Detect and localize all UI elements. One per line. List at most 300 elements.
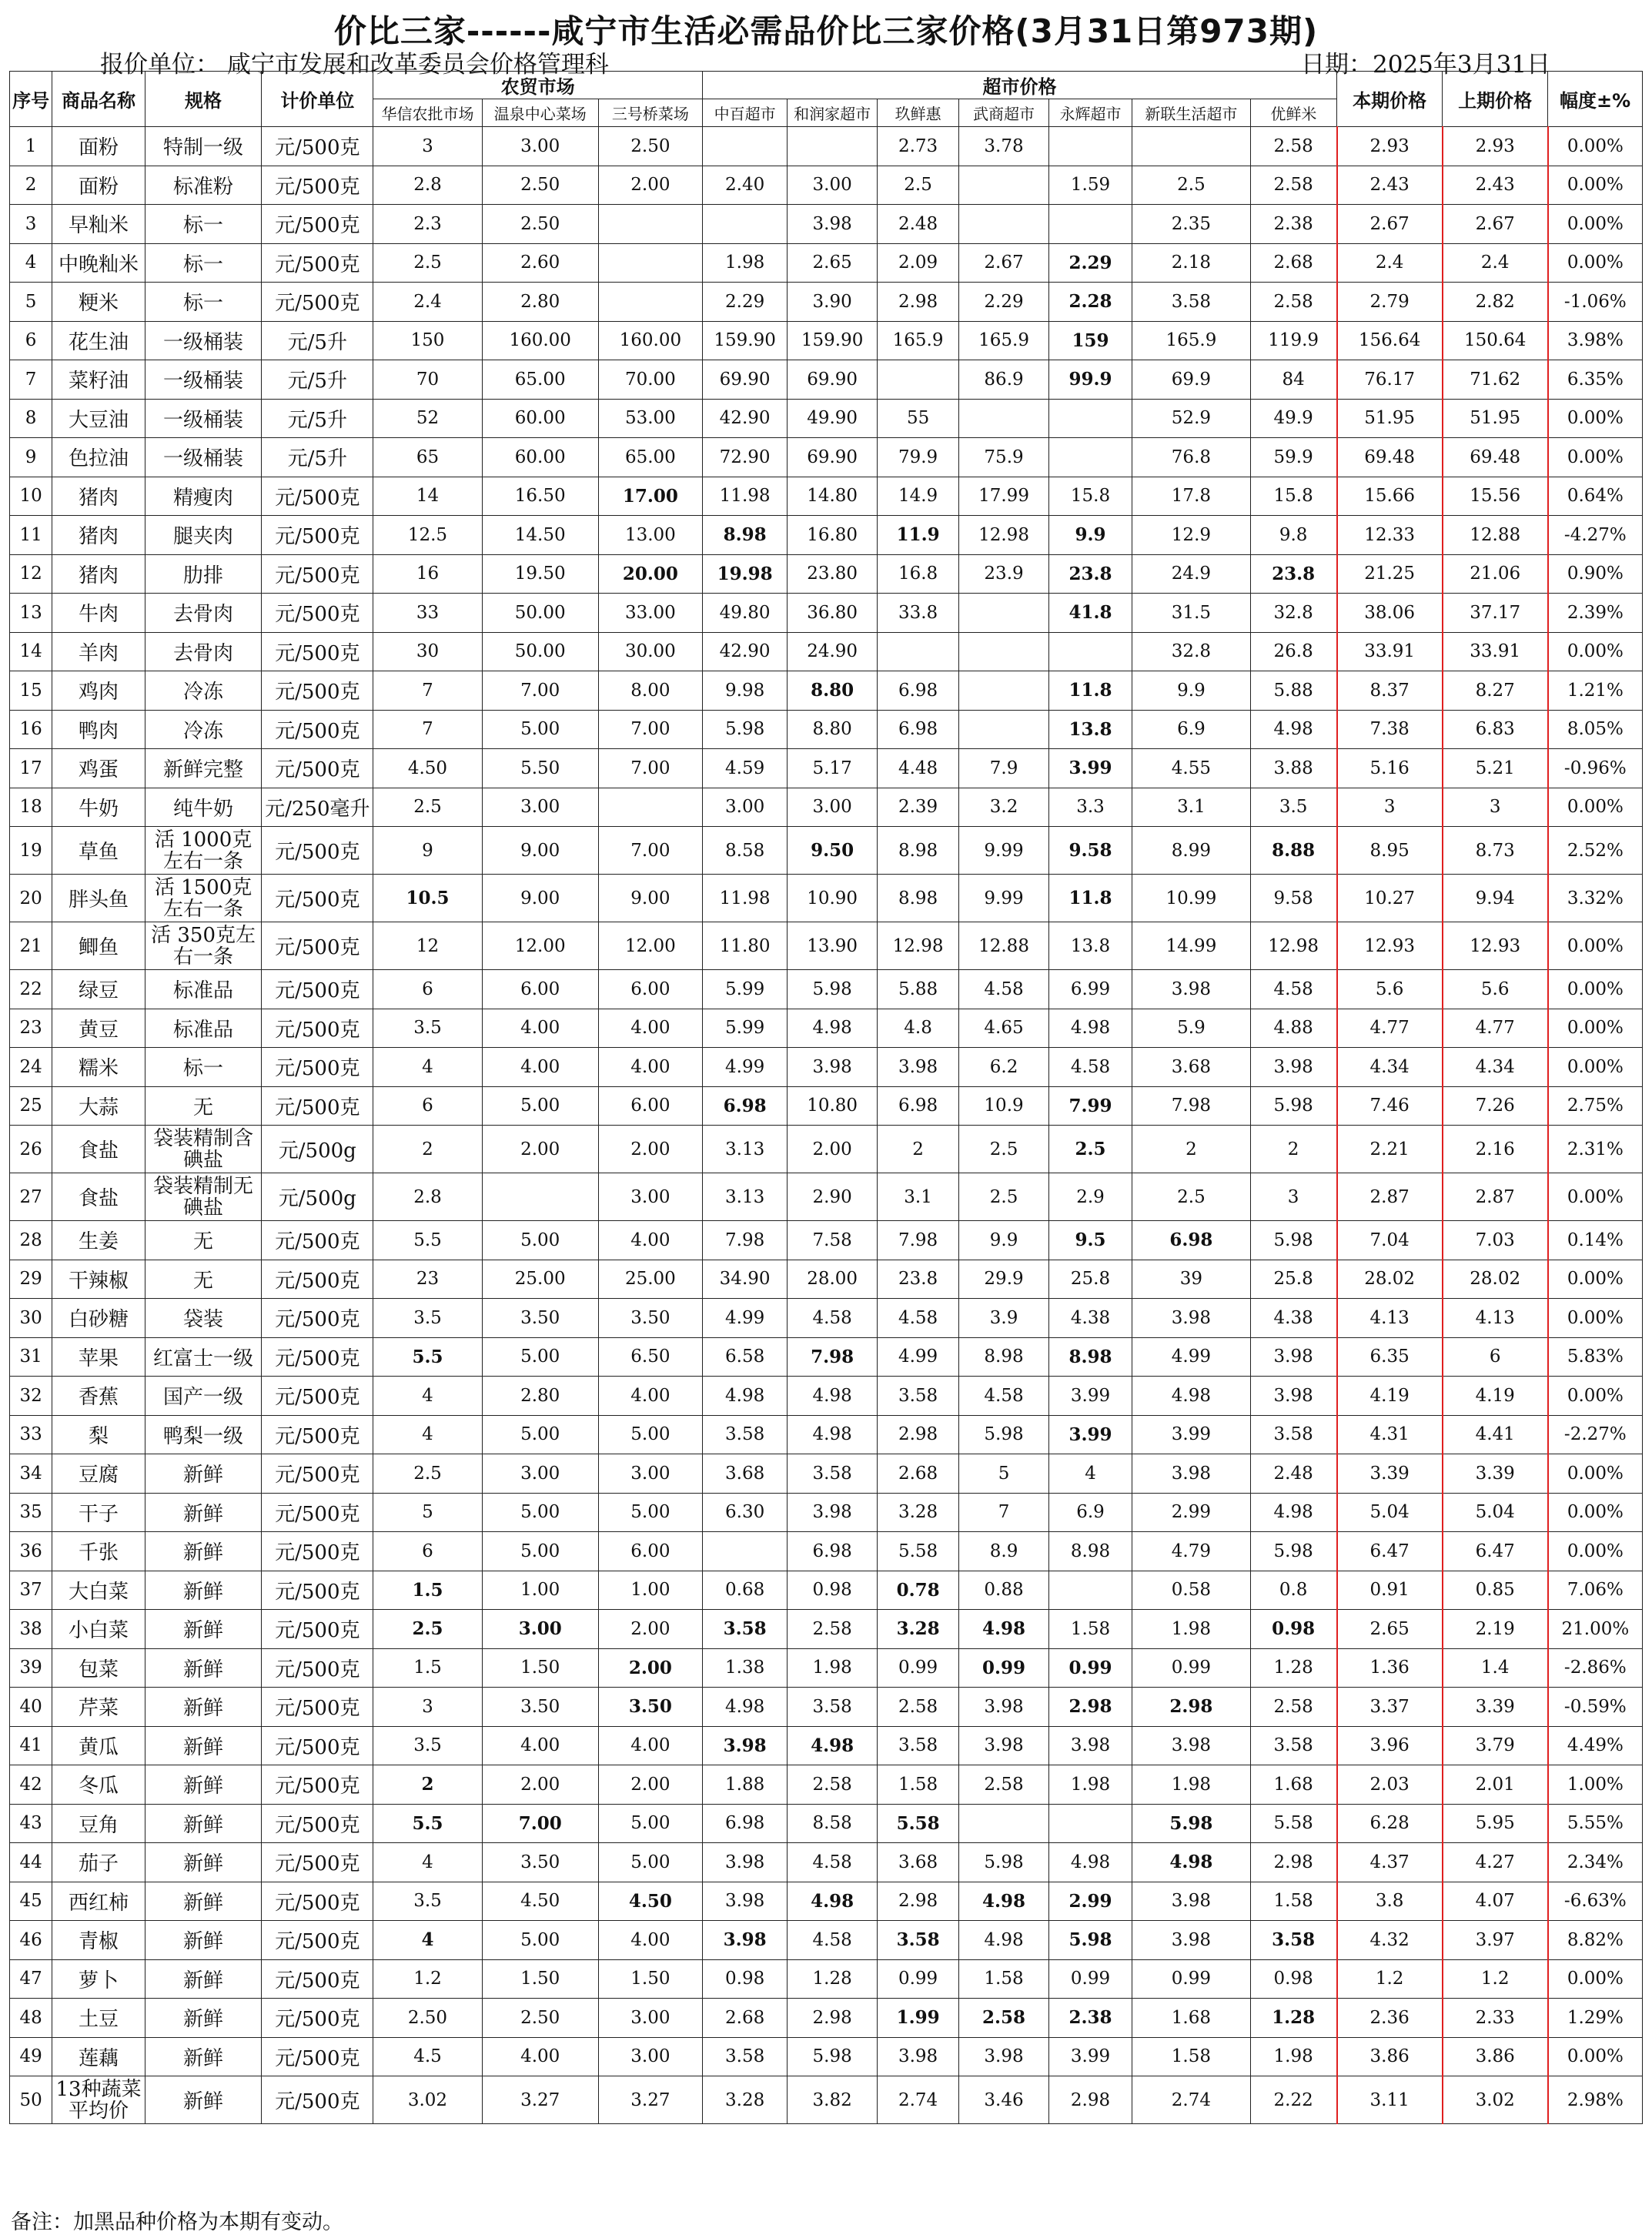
row-name: 大豆油	[52, 399, 145, 438]
price-cell: 1.98	[1048, 1765, 1132, 1805]
previous-price: 5.04	[1443, 1493, 1548, 1532]
price-cell: 2.58	[1250, 127, 1337, 166]
previous-price: 2.93	[1443, 127, 1548, 166]
current-price: 21.25	[1337, 554, 1443, 594]
price-cell	[1048, 127, 1132, 166]
price-cell: 9	[373, 827, 482, 875]
price-cell: 49.9	[1250, 399, 1337, 438]
price-cell: 4.98	[788, 1009, 878, 1048]
price-cell: 33.8	[877, 594, 958, 633]
price-cell: 52.9	[1132, 399, 1250, 438]
price-cell: 2.65	[788, 243, 878, 283]
row-name: 粳米	[52, 283, 145, 322]
price-cell: 7.98	[702, 1221, 787, 1260]
row-spec: 国产一级	[145, 1377, 261, 1416]
price-cell: 2.68	[702, 1999, 787, 2038]
change-percent: 0.00%	[1548, 2037, 1643, 2076]
row-seq: 28	[10, 1221, 52, 1260]
price-cell: 2.39	[877, 788, 958, 827]
row-name: 茄子	[52, 1843, 145, 1882]
price-cell	[1132, 127, 1250, 166]
row-unit: 元/500g	[262, 1173, 373, 1221]
price-cell: 9.9	[1048, 516, 1132, 555]
price-cell: 8.98	[1048, 1532, 1132, 1571]
current-price: 69.48	[1337, 438, 1443, 477]
change-percent: 0.00%	[1548, 1299, 1643, 1338]
change-percent: -4.27%	[1548, 516, 1643, 555]
price-cell: 4.00	[598, 1377, 702, 1416]
row-unit: 元/500g	[262, 1126, 373, 1173]
price-cell: 3.00	[788, 788, 878, 827]
price-cell: 2.98	[877, 283, 958, 322]
price-cell: 1.99	[877, 1999, 958, 2038]
price-cell: 3.28	[702, 2076, 787, 2124]
row-spec: 新鲜	[145, 1882, 261, 1921]
row-unit: 元/500克	[262, 205, 373, 244]
price-cell: 3.98	[1250, 1048, 1337, 1087]
price-cell: 3.50	[482, 1299, 598, 1338]
price-cell: 2.5	[373, 243, 482, 283]
price-cell: 5.00	[482, 1337, 598, 1377]
price-cell: 4.98	[959, 1882, 1049, 1921]
row-name: 花生油	[52, 321, 145, 360]
row-seq: 15	[10, 671, 52, 711]
price-cell: 3.98	[1132, 1921, 1250, 1960]
price-cell	[598, 205, 702, 244]
price-cell: 6.99	[1048, 970, 1132, 1009]
row-seq: 44	[10, 1843, 52, 1882]
previous-price: 150.64	[1443, 321, 1548, 360]
row-spec: 标一	[145, 283, 261, 322]
current-price: 1.36	[1337, 1648, 1443, 1688]
row-unit: 元/500克	[262, 922, 373, 970]
row-spec: 一级桶装	[145, 438, 261, 477]
row-spec: 冷冻	[145, 671, 261, 711]
current-price: 2.4	[1337, 243, 1443, 283]
header-farm-markets: 农贸市场	[373, 72, 702, 99]
price-cell: 4.00	[598, 1921, 702, 1960]
price-cell: 2.99	[1048, 1882, 1132, 1921]
row-name: 糯米	[52, 1048, 145, 1087]
price-cell: 3.98	[1048, 1726, 1132, 1765]
price-cell	[1048, 1571, 1132, 1610]
row-spec: 肋排	[145, 554, 261, 594]
row-unit: 元/500克	[262, 1648, 373, 1688]
price-cell	[959, 205, 1049, 244]
price-cell: 2.80	[482, 283, 598, 322]
header-current: 本期价格	[1337, 72, 1443, 127]
price-cell: 0.98	[788, 1571, 878, 1610]
current-price: 2.43	[1337, 166, 1443, 205]
row-spec: 袋装精制含碘盐	[145, 1126, 261, 1173]
price-cell: 2.35	[1132, 205, 1250, 244]
price-cell: 7.98	[788, 1337, 878, 1377]
current-price: 4.31	[1337, 1415, 1443, 1454]
table-row	[10, 1804, 1643, 1843]
price-cell: 2.98	[1048, 2076, 1132, 2124]
current-price: 156.64	[1337, 321, 1443, 360]
price-cell: 3.58	[1250, 1921, 1337, 1960]
row-name: 小白菜	[52, 1610, 145, 1649]
price-cell: 12	[373, 922, 482, 970]
price-cell: 8.98	[1048, 1337, 1132, 1377]
price-cell: 2.3	[373, 205, 482, 244]
row-name: 黄豆	[52, 1009, 145, 1048]
price-cell: 3.68	[1132, 1048, 1250, 1087]
row-spec: 活 1000克左右一条	[145, 827, 261, 875]
price-cell: 3.58	[788, 1454, 878, 1494]
current-price: 7.46	[1337, 1086, 1443, 1126]
table-row	[10, 788, 1643, 827]
price-cell	[959, 399, 1049, 438]
price-cell: 2.00	[598, 1126, 702, 1173]
change-percent: 0.00%	[1548, 788, 1643, 827]
price-cell: 6.98	[877, 1086, 958, 1126]
row-seq: 35	[10, 1493, 52, 1532]
price-cell: 65.00	[598, 438, 702, 477]
price-cell: 5.98	[702, 710, 787, 749]
table-row	[10, 594, 1643, 633]
price-cell: 3.98	[877, 1048, 958, 1087]
price-cell: 50.00	[482, 594, 598, 633]
row-unit: 元/500克	[262, 970, 373, 1009]
price-cell: 86.9	[959, 360, 1049, 400]
row-unit: 元/500克	[262, 749, 373, 788]
price-cell: 2.99	[1132, 1493, 1250, 1532]
price-cell: 6.58	[702, 1337, 787, 1377]
price-cell: 11.8	[1048, 671, 1132, 711]
current-price: 33.91	[1337, 632, 1443, 671]
row-name: 胖头鱼	[52, 875, 145, 922]
price-cell: 6.98	[702, 1086, 787, 1126]
previous-price: 71.62	[1443, 360, 1548, 400]
price-cell: 1.68	[1250, 1765, 1337, 1805]
change-percent: 0.00%	[1548, 1048, 1643, 1087]
price-cell: 3.58	[1250, 1415, 1337, 1454]
price-cell: 2.5	[373, 788, 482, 827]
price-cell: 3.58	[702, 2037, 787, 2076]
header-seq: 序号	[10, 72, 52, 127]
price-cell	[959, 1804, 1049, 1843]
row-seq: 6	[10, 321, 52, 360]
price-cell: 9.9	[959, 1221, 1049, 1260]
row-seq: 41	[10, 1726, 52, 1765]
price-cell: 29.9	[959, 1260, 1049, 1299]
price-cell: 150	[373, 321, 482, 360]
row-unit: 元/500克	[262, 1337, 373, 1377]
price-cell: 5	[959, 1454, 1049, 1494]
change-percent: 5.83%	[1548, 1337, 1643, 1377]
current-price: 6.35	[1337, 1337, 1443, 1377]
price-cell: 8.80	[788, 710, 878, 749]
change-percent: 2.39%	[1548, 594, 1643, 633]
row-seq: 31	[10, 1337, 52, 1377]
row-name: 青椒	[52, 1921, 145, 1960]
price-cell: 7.00	[482, 1804, 598, 1843]
price-cell: 4.55	[1132, 749, 1250, 788]
row-spec: 新鲜	[145, 1493, 261, 1532]
previous-price: 0.85	[1443, 1571, 1548, 1610]
price-cell: 3.50	[598, 1688, 702, 1727]
row-unit: 元/500克	[262, 1726, 373, 1765]
price-cell: 2.8	[373, 166, 482, 205]
price-cell: 7.00	[598, 749, 702, 788]
price-cell: 5.00	[482, 1532, 598, 1571]
row-spec: 新鲜	[145, 2076, 261, 2124]
price-cell: 3.88	[1250, 749, 1337, 788]
price-cell: 3.5	[373, 1882, 482, 1921]
previous-price: 3.86	[1443, 2037, 1548, 2076]
row-unit: 元/500克	[262, 1882, 373, 1921]
row-seq: 26	[10, 1126, 52, 1173]
row-seq: 24	[10, 1048, 52, 1087]
current-price: 3.37	[1337, 1688, 1443, 1727]
row-spec: 标一	[145, 205, 261, 244]
price-cell: 4.58	[788, 1921, 878, 1960]
price-cell: 23.8	[1048, 554, 1132, 594]
change-percent: 0.00%	[1548, 1377, 1643, 1416]
price-cell: 15.8	[1250, 477, 1337, 516]
table-row	[10, 1959, 1643, 1999]
price-cell: 2.98	[1250, 1843, 1337, 1882]
price-cell: 1.2	[373, 1959, 482, 1999]
row-unit: 元/500克	[262, 1048, 373, 1087]
previous-price: 3	[1443, 788, 1548, 827]
price-cell: 5.5	[373, 1221, 482, 1260]
price-cell: 7.98	[877, 1221, 958, 1260]
price-cell: 6.98	[1132, 1221, 1250, 1260]
price-cell: 2.5	[1132, 1173, 1250, 1221]
price-cell: 60.00	[482, 399, 598, 438]
price-cell: 9.50	[788, 827, 878, 875]
price-cell: 1.00	[598, 1571, 702, 1610]
price-cell: 7.00	[598, 827, 702, 875]
price-cell	[482, 1173, 598, 1221]
price-cell: 4.65	[959, 1009, 1049, 1048]
price-cell: 16	[373, 554, 482, 594]
price-cell: 4	[373, 1415, 482, 1454]
row-unit: 元/500克	[262, 1610, 373, 1649]
row-spec: 标准品	[145, 1009, 261, 1048]
price-cell: 3.58	[702, 1415, 787, 1454]
price-cell: 8.99	[1132, 827, 1250, 875]
price-cell: 30.00	[598, 632, 702, 671]
price-cell: 9.5	[1048, 1221, 1132, 1260]
table-row	[10, 321, 1643, 360]
change-percent: 0.00%	[1548, 1532, 1643, 1571]
table-row	[10, 554, 1643, 594]
change-percent: 1.00%	[1548, 1765, 1643, 1805]
price-cell: 1.28	[1250, 1648, 1337, 1688]
price-cell: 10.9	[959, 1086, 1049, 1126]
report-title: 价比三家------咸宁市生活必需品价比三家价格(3月31日第973期)	[333, 12, 1319, 50]
table-row	[10, 2076, 1643, 2124]
price-cell: 33.00	[598, 594, 702, 633]
header-unit: 计价单位	[262, 72, 373, 127]
row-name: 莲藕	[52, 2037, 145, 2076]
price-cell: 12.5	[373, 516, 482, 555]
price-cell: 53.00	[598, 399, 702, 438]
row-name: 香蕉	[52, 1377, 145, 1416]
row-name: 包菜	[52, 1648, 145, 1688]
price-cell: 59.9	[1250, 438, 1337, 477]
price-cell: 3	[373, 127, 482, 166]
price-cell: 3.00	[482, 1610, 598, 1649]
row-spec: 去骨肉	[145, 594, 261, 633]
price-cell: 49.80	[702, 594, 787, 633]
price-cell: 69.90	[702, 360, 787, 400]
price-cell: 7.98	[1132, 1086, 1250, 1126]
row-spec: 一级桶装	[145, 360, 261, 400]
price-cell	[702, 205, 787, 244]
previous-price: 4.41	[1443, 1415, 1548, 1454]
change-percent: 0.00%	[1548, 1173, 1643, 1221]
change-percent: 2.31%	[1548, 1126, 1643, 1173]
previous-price: 3.79	[1443, 1726, 1548, 1765]
price-cell: 2.58	[1250, 283, 1337, 322]
price-cell: 14.9	[877, 477, 958, 516]
price-cell: 7.9	[959, 749, 1049, 788]
row-seq: 11	[10, 516, 52, 555]
change-percent: 0.00%	[1548, 1493, 1643, 1532]
change-percent: 0.00%	[1548, 1454, 1643, 1494]
price-cell: 4.50	[598, 1882, 702, 1921]
price-cell: 3.98	[959, 1726, 1049, 1765]
row-unit: 元/500克	[262, 1532, 373, 1571]
price-cell: 65.00	[482, 360, 598, 400]
current-price: 6.28	[1337, 1804, 1443, 1843]
current-price: 3	[1337, 788, 1443, 827]
previous-price: 6	[1443, 1337, 1548, 1377]
price-cell: 3.58	[1250, 1726, 1337, 1765]
header-previous: 上期价格	[1443, 72, 1548, 127]
price-cell: 12.00	[482, 922, 598, 970]
table-row	[10, 127, 1643, 166]
previous-price: 5.95	[1443, 1804, 1548, 1843]
price-cell: 1.59	[1048, 166, 1132, 205]
row-spec: 新鲜	[145, 1648, 261, 1688]
price-cell: 25.00	[598, 1260, 702, 1299]
change-percent: 0.00%	[1548, 205, 1643, 244]
price-cell: 1.58	[877, 1765, 958, 1805]
price-cell: 2.22	[1250, 2076, 1337, 2124]
price-cell: 2.90	[788, 1173, 878, 1221]
footer-note: 备注：加黑品种价格为本期有变动。	[11, 2210, 343, 2234]
price-cell: 2.00	[598, 1765, 702, 1805]
price-cell: 3.58	[877, 1377, 958, 1416]
current-price: 7.38	[1337, 710, 1443, 749]
price-cell: 12.98	[1250, 922, 1337, 970]
price-cell: 4.98	[1048, 1843, 1132, 1882]
row-unit: 元/500克	[262, 827, 373, 875]
price-cell: 6.00	[598, 970, 702, 1009]
table-row	[10, 1843, 1643, 1882]
table-row	[10, 1337, 1643, 1377]
price-cell: 99.9	[1048, 360, 1132, 400]
price-cell: 2.58	[1250, 1688, 1337, 1727]
price-cell: 3.28	[877, 1493, 958, 1532]
row-spec: 新鲜完整	[145, 749, 261, 788]
price-cell: 3.68	[877, 1843, 958, 1882]
current-price: 12.33	[1337, 516, 1443, 555]
price-cell: 19.50	[482, 554, 598, 594]
price-cell	[598, 788, 702, 827]
price-cell: 9.8	[1250, 516, 1337, 555]
price-cell: 4.58	[788, 1299, 878, 1338]
change-percent: 4.49%	[1548, 1726, 1643, 1765]
change-percent: 21.00%	[1548, 1610, 1643, 1649]
change-percent: -1.06%	[1548, 283, 1643, 322]
row-spec: 无	[145, 1260, 261, 1299]
price-cell: 5.00	[482, 1086, 598, 1126]
row-unit: 元/500克	[262, 594, 373, 633]
price-cell: 13.8	[1048, 922, 1132, 970]
price-cell: 2.68	[877, 1454, 958, 1494]
price-cell: 1.38	[702, 1648, 787, 1688]
row-spec: 冷冻	[145, 710, 261, 749]
price-cell	[877, 632, 958, 671]
price-cell: 4	[373, 1843, 482, 1882]
row-spec: 新鲜	[145, 1610, 261, 1649]
price-cell: 52	[373, 399, 482, 438]
price-cell: 3.98	[877, 2037, 958, 2076]
row-name: 面粉	[52, 127, 145, 166]
change-percent: 0.00%	[1548, 438, 1643, 477]
row-name: 豆腐	[52, 1454, 145, 1494]
previous-price: 7.03	[1443, 1221, 1548, 1260]
current-price: 3.39	[1337, 1454, 1443, 1494]
price-cell: 3.00	[482, 1454, 598, 1494]
price-cell: 2.50	[373, 1999, 482, 2038]
price-cell: 69.90	[788, 438, 878, 477]
price-cell: 2.00	[598, 1610, 702, 1649]
price-cell: 5.00	[598, 1493, 702, 1532]
price-cell: 4	[373, 1921, 482, 1960]
current-price: 2.36	[1337, 1999, 1443, 2038]
price-cell: 2.58	[788, 1765, 878, 1805]
price-cell: 4.38	[1048, 1299, 1132, 1338]
row-unit: 元/500克	[262, 1959, 373, 1999]
price-cell: 36.80	[788, 594, 878, 633]
previous-price: 9.94	[1443, 875, 1548, 922]
table-row	[10, 1999, 1643, 2038]
price-cell: 2.58	[959, 1765, 1049, 1805]
current-price: 15.66	[1337, 477, 1443, 516]
price-cell: 165.9	[877, 321, 958, 360]
row-name: 萝卜	[52, 1959, 145, 1999]
row-name: 苹果	[52, 1337, 145, 1377]
current-price: 4.19	[1337, 1377, 1443, 1416]
price-cell: 4.98	[1048, 1009, 1132, 1048]
price-cell: 14.50	[482, 516, 598, 555]
price-cell: 2.38	[1048, 1999, 1132, 2038]
price-cell: 4.48	[877, 749, 958, 788]
row-unit: 元/500克	[262, 1415, 373, 1454]
row-unit: 元/500克	[262, 1843, 373, 1882]
price-cell	[1048, 399, 1132, 438]
price-cell: 3.9	[959, 1299, 1049, 1338]
row-seq: 29	[10, 1260, 52, 1299]
table-row	[10, 360, 1643, 400]
price-cell: 4.00	[482, 1048, 598, 1087]
table-row	[10, 243, 1643, 283]
row-spec: 新鲜	[145, 1804, 261, 1843]
row-spec: 标准粉	[145, 166, 261, 205]
price-cell: 1.50	[482, 1648, 598, 1688]
row-seq: 39	[10, 1648, 52, 1688]
price-cell: 23.8	[1250, 554, 1337, 594]
price-cell: 11.80	[702, 922, 787, 970]
